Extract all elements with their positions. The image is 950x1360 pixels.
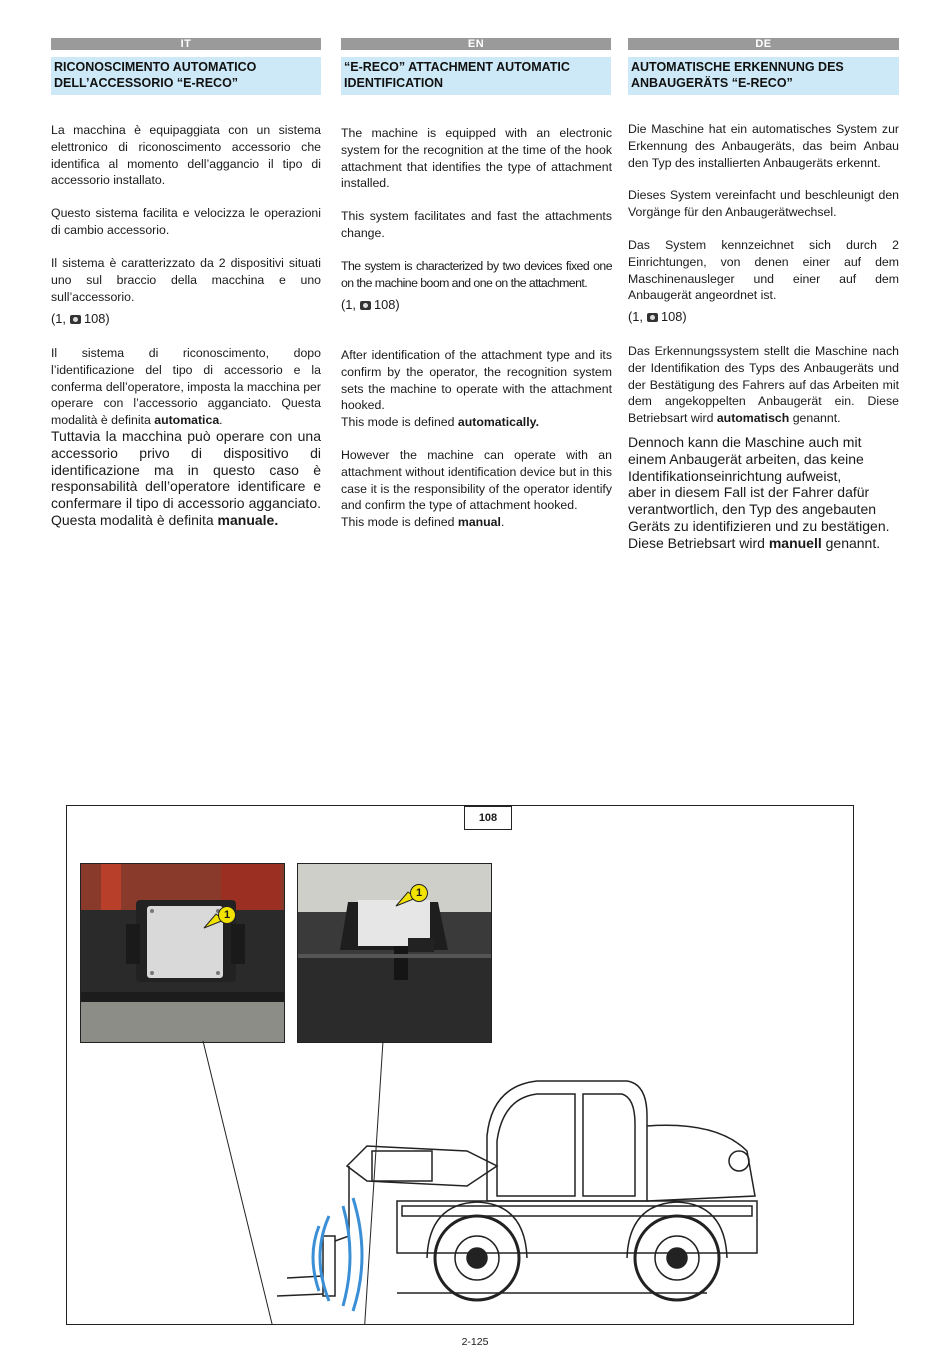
paragraph-it-3: Il sistema è caratterizzato da 2 dispositivi situati uno sul braccio della macchina e uno sull’accessorio. [51, 256, 321, 304]
paragraph-de-5-bold: manuell [768, 534, 822, 551]
paragraph-en-5-end: . [500, 515, 505, 530]
paragraph-en-4 [341, 347, 612, 431]
paragraph-en-5 [341, 447, 612, 531]
paragraph-de-5-line: verantwortlich, den Typ des angebauten [628, 501, 877, 518]
callout-badge: 1 [410, 884, 428, 902]
paragraph-de-5-line: Geräts zu identifizieren und zu bestätigen. [628, 517, 890, 534]
ref-prefix: (1, [628, 309, 647, 324]
ref-suffix: 108) [657, 309, 687, 324]
paragraph-de-5 [628, 434, 918, 552]
paragraph-it-5 [51, 428, 321, 529]
paragraph-de-4-text: Das Erkennungssystem stellt die Maschine nach der Identifikation des Typs des Anbaugeräts und der Bestätigung des Fahrers auf das Arbeiten mit dem angekoppelten Anbaugerät ein. Diese Betriebsart wird [628, 344, 899, 426]
ref-suffix: 108) [80, 311, 110, 326]
ref-prefix: (1, [341, 297, 360, 312]
leader-line [203, 1041, 325, 1324]
section-title-it: RICONOSCIMENTO AUTOMATICO DELL’ACCESSORIO “E-RECO” [51, 57, 321, 95]
figure-108 [66, 805, 854, 1325]
paragraph-en-5-bold: manual [457, 515, 501, 530]
callout-badge: 1 [218, 906, 236, 924]
ref-prefix: (1, [51, 311, 70, 326]
paragraph-en-1: The machine is equipped with an electronic system for the recognition at the time of the hook attachment that identifies the type of attachment installed. [341, 126, 612, 191]
paragraph-de-5-end: genannt. [821, 534, 881, 551]
paragraph-de-5-line: aber in diesem Fall ist der Fahrer dafür [628, 484, 870, 501]
column-it [51, 38, 321, 95]
paragraph-de-5-line: einem Anbaugerät arbeiten, das keine [628, 450, 864, 467]
leader-line [353, 1041, 383, 1324]
page-number: 2-125 [461, 1336, 489, 1348]
paragraph-en-4-bold: automatically. [457, 415, 539, 430]
paragraph-en-4-text: After identification of the attachment type and its confirm by the operator, the recognition system sets the machine to operate with the attachment hooked. [341, 348, 612, 413]
photo-attachment-device [297, 863, 492, 1043]
paragraph-de-5-mode: Diese Betriebsart wird [628, 534, 769, 551]
camera-icon [647, 313, 658, 322]
paragraph-de-4-end: genannt. [789, 411, 841, 426]
paragraph-de-4-bold: automatisch [716, 411, 790, 426]
signal-waves [313, 1198, 362, 1311]
paragraph-de-5-line: Identifikationseinrichtung aufweist, [628, 467, 842, 484]
figure-ref-de [628, 309, 687, 324]
figure-ref-it [51, 311, 110, 326]
callout-marker-1 [216, 906, 238, 928]
lang-bar-it: IT [51, 38, 321, 50]
photo-boom-device-image [81, 864, 284, 1042]
paragraph-en-2: This system facilitates and fast the attachments change. [341, 209, 612, 240]
figure-ref-en [341, 297, 400, 312]
lang-bar-de: DE [628, 38, 899, 50]
machine-outline [277, 1081, 757, 1300]
paragraph-it-5-bold: manuale. [217, 511, 279, 528]
paragraph-en-5-text: However the machine can operate with an attachment without identification device but in this case it is the responsibility of the operator identify and confirm the type of attachment hooked. [341, 448, 612, 513]
paragraph-en-4-mode: This mode is defined [341, 415, 458, 430]
paragraph-de-4 [628, 343, 899, 427]
callout-marker-2 [408, 884, 430, 906]
paragraph-it-4-bold: automatica [154, 413, 220, 428]
paragraph-it-4-text: Il sistema di riconoscimento, dopo l’identificazione del tipo di accessorio e la conferma dell’operatore, imposta la macchina per operare con l’accessorio agganciato. Questa modalità è definita [51, 346, 321, 428]
paragraph-de-5-line: Dennoch kann die Maschine auch mit [628, 434, 862, 450]
paragraph-it-1: La macchina è equipaggiata con un sistema elettronico di riconoscimento accessorio che identifica al momento dell’aggancio il tipo di accessorio installato. [51, 123, 321, 188]
paragraph-en-5-mode: This mode is defined [341, 515, 458, 530]
figure-label: 108 [464, 806, 512, 830]
camera-icon [70, 315, 81, 324]
paragraph-it-5-text: Tuttavia la macchina può operare con una accessorio privo di dispositivo di identificazione ma in questo caso è responsabilità dell’operatore identificare e confermare il tipo di accessorio agganciato. Questa modalità è definita [51, 428, 321, 528]
paragraph-de-1: Die Maschine hat ein automatisches System zur Erkennung des Anbaugeräts, das beim Anbau den Typ des installierten Anbaugeräts erkennt. [628, 122, 899, 170]
paragraph-it-2: Questo sistema facilita e velocizza le operazioni di cambio accessorio. [51, 206, 321, 237]
camera-icon [360, 301, 371, 310]
ref-suffix: 108) [370, 297, 400, 312]
paragraph-en-3: The system is characterized by two devices fixed one on the machine boom and one on the attachment. [341, 259, 612, 290]
paragraph-de-3: Das System kennzeichnet sich durch 2 Einrichtungen, von denen einer auf dem Maschinenausleger und einer auf dem Anbaugerät angeordnet ist. [628, 238, 899, 303]
photo-boom-device [80, 863, 285, 1043]
paragraph-de-2: Dieses System vereinfacht und beschleunigt den Vorgänge für den Anbaugerätwechsel. [628, 188, 899, 219]
section-title-en: “E-RECO” ATTACHMENT AUTOMATIC IDENTIFICATION [341, 57, 611, 95]
paragraph-it-4-end: . [219, 413, 223, 428]
lang-bar-en: EN [341, 38, 611, 50]
paragraph-de-5-line [628, 535, 918, 552]
paragraph-it-4 [51, 345, 321, 429]
column-de [628, 38, 899, 95]
section-title-de: AUTOMATISCHE ERKENNUNG DES ANBAUGERÄTS “E-RECO” [628, 57, 899, 95]
column-en [341, 38, 611, 95]
